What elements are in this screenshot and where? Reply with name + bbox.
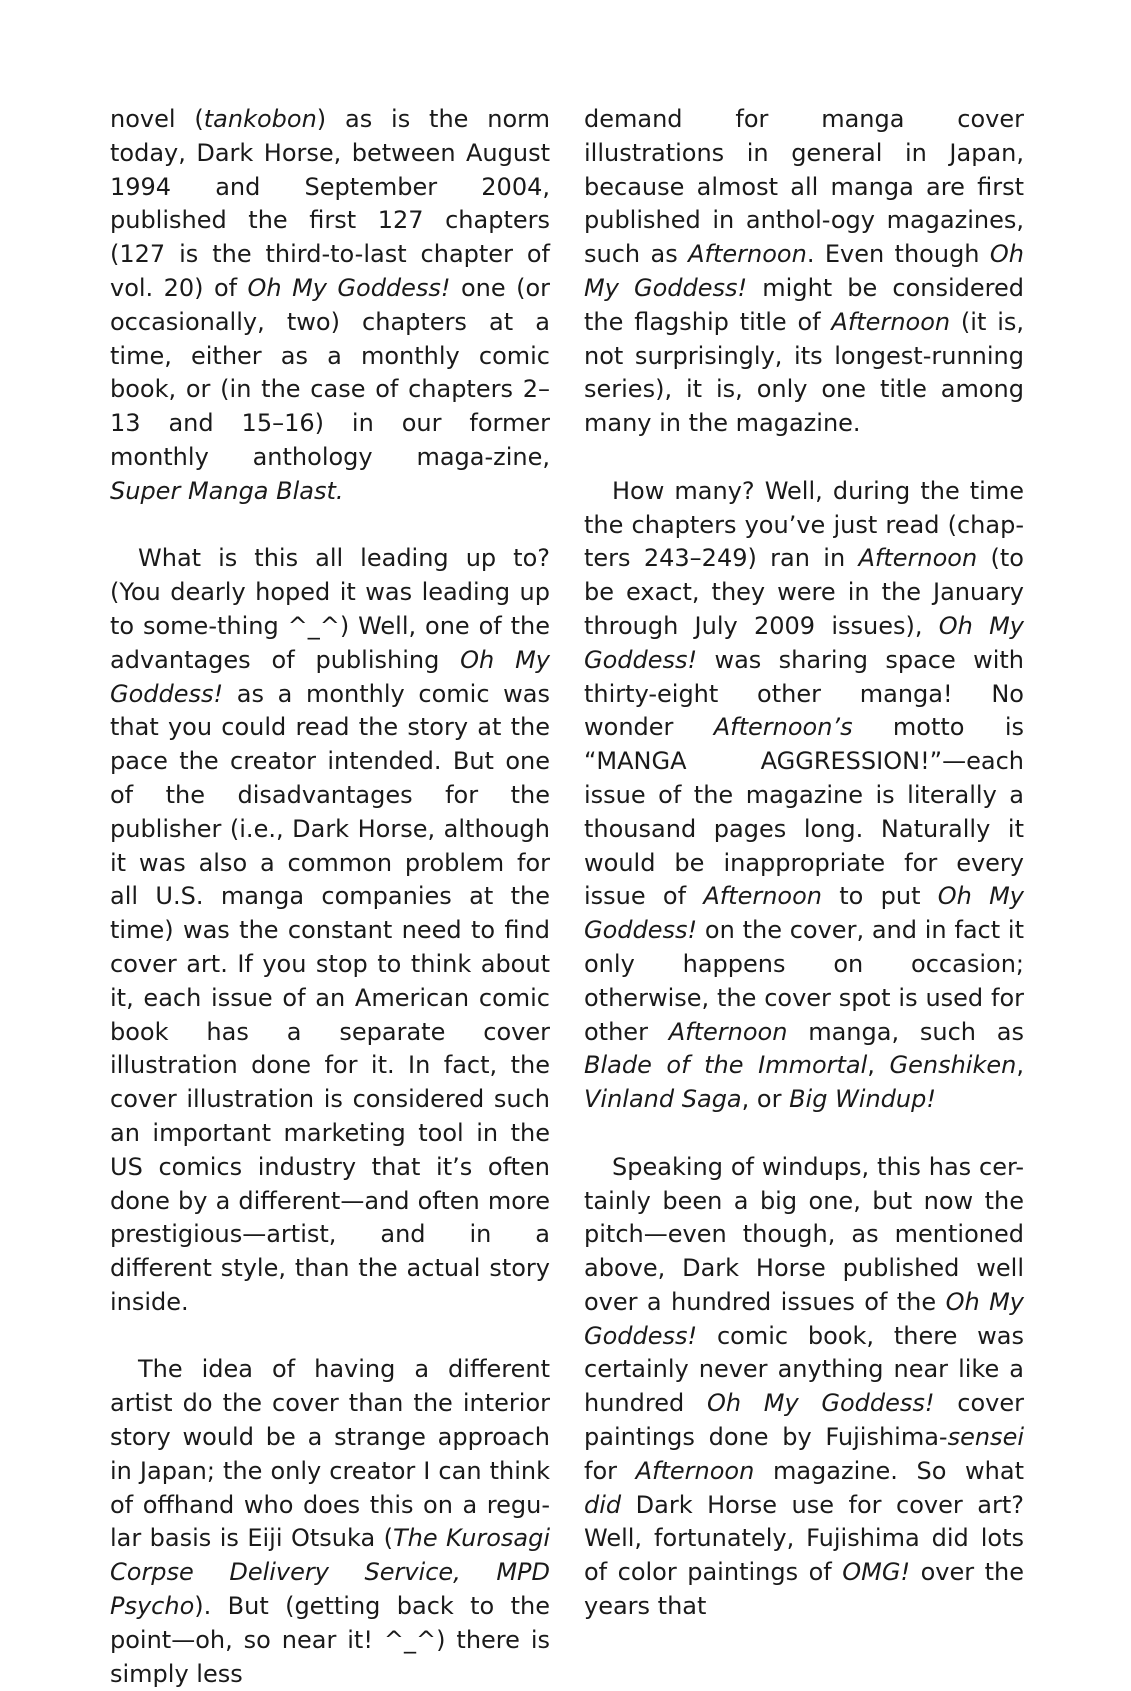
text-run: cover paintings done by Fujishima- [584, 1389, 1024, 1452]
text-run: was sharing space with thirty-eight other manga! No wonder [584, 645, 1024, 742]
italic-text: Super Manga Blast. [110, 476, 344, 505]
italic-text: tankobon [203, 105, 317, 133]
right-column [584, 103, 1024, 1624]
italic-text: Afternoon [635, 1456, 755, 1485]
text-run: How many? Well, during the time the chapters you’ve just read (chap-ters 243–249) ran in [584, 476, 1024, 573]
italic-text: Oh My Goddess! [584, 882, 1025, 945]
text-run: might be considered the flagship title of [584, 273, 1025, 336]
text-run: (it is, not surprisingly, its longest-running series), it is, only one title among many in the magazine. [584, 307, 1024, 438]
text-run: one (or occasionally, two) chapters at a time, either as a monthly comic book, or (in the case of chapters 2–13 and 15–16) in our former monthly anthology maga-zine, [110, 273, 551, 471]
text-run: for [584, 1456, 636, 1485]
text-run: , or [741, 1085, 790, 1114]
paragraph [584, 1151, 1024, 1624]
italic-text: Afternoon [858, 544, 978, 573]
text-run: on the cover, and in fact it only happens on occasion; otherwise, the cover spot is used for other [584, 916, 1024, 1046]
italic-text: Afternoon [703, 882, 823, 911]
italic-text: Oh My Goddess! [706, 1389, 935, 1418]
text-run: magazine. So what [754, 1456, 1024, 1485]
italic-text: Afternoon [831, 307, 951, 336]
italic-text: Afternoon’s [713, 713, 853, 742]
italic-text: sensei [947, 1423, 1024, 1452]
italic-text: The Kurosagi Corpse Delivery Service, MPD Psycho [110, 1524, 551, 1621]
text-run: to put [822, 882, 938, 911]
text-run: , [867, 1051, 890, 1080]
text-run: ) as is the norm today, Dark Horse, between August 1994 and September 2004, published the first 127 chapters (127 is the third-to-last chapter of vol. 20) of [110, 105, 550, 302]
text-run: , [1016, 1051, 1024, 1080]
paragraph [110, 103, 550, 509]
text-run: over the years that [584, 1558, 1024, 1621]
text-run: The idea of having a different artist do the cover than the interior story would be a strange approach in Japan; the only creator I can think of offhand who does this on a regu-lar basis is Eiji Otsuka ( [110, 1355, 550, 1553]
italic-text: did [584, 1490, 622, 1519]
left-column [110, 103, 550, 1691]
italic-text: OMG! [842, 1558, 911, 1587]
italic-text: Oh My Goddess! [584, 611, 1025, 674]
italic-text: Oh My Goddess! [110, 645, 550, 708]
italic-text: Oh My Goddess! [584, 1287, 1024, 1350]
text-run: manga, such as [787, 1017, 1024, 1046]
text-run: motto is “MANGA AGGRESSION!”—each issue of the magazine is literally a thousand pages long. Naturally it would be inappropriate for every issue of [584, 713, 1024, 911]
text-run: Speaking of windups, this has cer-tainly been a big one, but now the pitch—even though, as mentioned above, Dark Horse published well over a hundred issues of the [584, 1152, 1024, 1316]
text-run: ). But (getting back to the point—oh, so near it! ^_^) there is simply less [110, 1592, 550, 1688]
italic-text: Genshiken [889, 1051, 1017, 1080]
text-run: comic book, there was certainly never anything near like a hundred [584, 1321, 1024, 1418]
italic-text: Vinland Saga [584, 1085, 742, 1114]
text-run: Dark Horse use for cover art? Well, fortunately, Fujishima did lots of color paintings of [584, 1490, 1024, 1587]
text-run: novel ( [110, 105, 204, 133]
italic-text: Blade of the Immortal [584, 1051, 868, 1080]
italic-text: Oh My Goddess! [247, 273, 451, 302]
text-run: What is this all leading up to? (You dearly hoped it was leading up to some-thing ^_^) Well, one of the advantages of publishing [110, 544, 550, 674]
paragraph [110, 542, 550, 1319]
italic-text: Afternoon [688, 240, 807, 269]
text-run: . Even though [806, 240, 990, 269]
italic-text: Afternoon [668, 1017, 788, 1046]
text-run: as a monthly comic was that you could read the story at the pace the creator intended. But one of the disadvantages for the publisher (i.e., Dark Horse, although it was also a common problem for all U.S. manga companies at the time) was the constant need to find cover art. If you stop to think about it, each issue of an American comic book has a separate cover illustration done for it. In fact, the cover illustration is considered such an important marketing tool in the US comics industry that it’s often done by a different—and often more prestigious—artist, and in a different style, than the actual story inside. [110, 679, 550, 1316]
paragraph [584, 475, 1024, 1117]
paragraph [110, 1353, 550, 1691]
text-run: (to be exact, they were in the January through July 2009 issues), [584, 544, 1024, 640]
text-run: demand for manga cover illustrations in general in Japan, because almost all manga are first published in anthol-ogy magazines, such as [584, 105, 1024, 269]
italic-text: Oh My Goddess! [584, 240, 1025, 302]
italic-text: Big Windup! [789, 1085, 936, 1114]
paragraph [584, 103, 1024, 441]
